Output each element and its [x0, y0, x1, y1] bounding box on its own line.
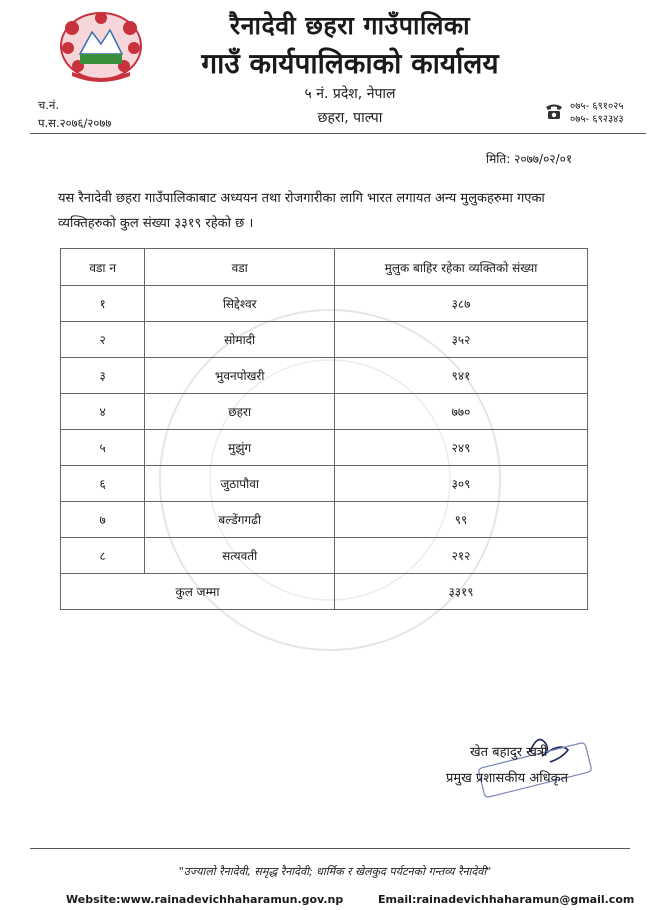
ward-name-cell: सत्यवती — [145, 538, 335, 574]
total-value-cell: ३३१९ — [335, 574, 588, 610]
ward-name-cell: सोमादी — [145, 322, 335, 358]
footer-divider — [30, 848, 630, 849]
ward-number-cell: ८ — [61, 538, 145, 574]
ward-number-cell: ६ — [61, 466, 145, 502]
ward-name-cell: सिद्देश्वर — [145, 286, 335, 322]
header-divider — [30, 133, 646, 134]
column-header-ward: वडा — [145, 249, 335, 286]
office-title: गाउँ कार्यपालिकाको कार्यालय — [201, 47, 499, 80]
table-header-row — [61, 249, 588, 286]
province-line: ५ नं. प्रदेश, नेपाल — [304, 86, 396, 102]
ward-number-cell: ७ — [61, 502, 145, 538]
total-label-cell: कुल जम्मा — [61, 574, 335, 610]
ward-name-cell: जुठापौवा — [145, 466, 335, 502]
migration-table — [60, 248, 588, 610]
ward-name-cell: भुवनपोखरी — [145, 358, 335, 394]
signatory-designation: प्रमुख प्रशासकीय अधिकृत — [446, 771, 569, 786]
ward-name-cell: छहरा — [145, 394, 335, 430]
table-row — [61, 394, 588, 430]
address-line: छहरा, पाल्पा — [317, 110, 383, 126]
ward-number-cell: ५ — [61, 430, 145, 466]
signatory-name: खेत बहादुर खत्री — [470, 745, 548, 760]
nepal-emblem-icon — [58, 10, 144, 82]
table-row — [61, 502, 588, 538]
telephone-icon — [544, 102, 564, 120]
person-count-cell: ३५२ — [335, 322, 588, 358]
table-row — [61, 358, 588, 394]
footer-website: Website:www.rainadevichhaharamun.gov.np — [66, 893, 344, 906]
person-count-cell: ३८७ — [335, 286, 588, 322]
person-count-cell: ७७० — [335, 394, 588, 430]
table-row — [61, 286, 588, 322]
footer-email: Email:rainadevichhaharamun@gmail.com — [378, 893, 635, 906]
ward-number-cell: ३ — [61, 358, 145, 394]
ward-number-cell: २ — [61, 322, 145, 358]
table-row — [61, 538, 588, 574]
ward-number-cell: १ — [61, 286, 145, 322]
table-row — [61, 466, 588, 502]
column-header-ward-no: वडा न — [61, 249, 145, 286]
ward-name-cell: मुझुंग — [145, 430, 335, 466]
phone-number-2: ०७५- ६९२३४३ — [570, 114, 624, 125]
phone-number-1: ०७५- ६९१०२५ — [570, 101, 624, 112]
ward-name-cell: बल्डेंगगढी — [145, 502, 335, 538]
body-paragraph: यस रैनादेवी छहरा गाउँपालिकाबाट अध्ययन तथा रोजगारीका लागि भारत लगायत अन्य मुलुकहरुमा गएका व्यक्तिहरुको कुल संख्या ३३१९ रहेको छ । — [58, 191, 545, 231]
ward-number-cell: ४ — [61, 394, 145, 430]
table-row — [61, 322, 588, 358]
fiscal-year-label: प.स.२०७६/२०७७ — [38, 116, 112, 130]
footer-motto: "उज्यालो रैनादेवी, समृद्ध रैनादेवी; धार्मिक र खेलकुद पर्यटनको गन्तव्य रैनादेवी" — [178, 865, 492, 878]
municipality-title: रैनादेवी छहरा गाउँपालिका — [229, 11, 471, 40]
reference-number-label: च.नं. — [38, 98, 59, 112]
table-row — [61, 430, 588, 466]
column-header-count: मुलुक बाहिर रहेका व्यक्तिको संख्या — [335, 249, 588, 286]
person-count-cell: २१२ — [335, 538, 588, 574]
letter-date: मिति: २०७७/०२/०१ — [486, 152, 573, 166]
person-count-cell: ९४१ — [335, 358, 588, 394]
person-count-cell: ३०९ — [335, 466, 588, 502]
table-total-row — [61, 574, 588, 610]
person-count-cell: ९९ — [335, 502, 588, 538]
person-count-cell: २४९ — [335, 430, 588, 466]
